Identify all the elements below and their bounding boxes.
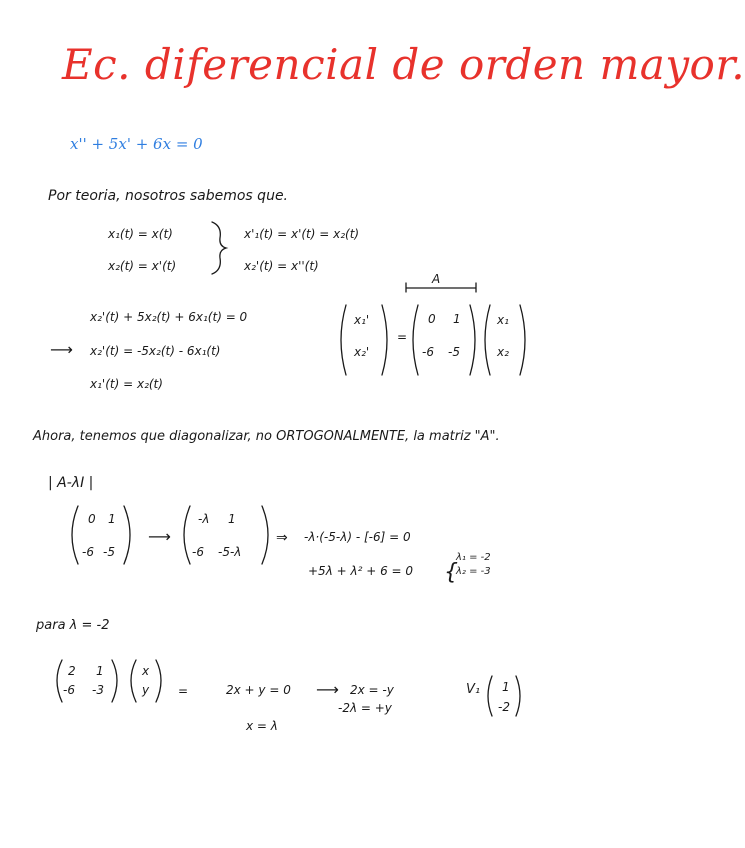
m2-paren-right bbox=[262, 506, 268, 564]
eig-eq-3: -2λ = +y bbox=[338, 701, 392, 715]
eig-m-entry: 2 bbox=[68, 664, 76, 678]
sub-left-2: x₂(t) = x'(t) bbox=[108, 259, 177, 273]
eig-m-entry: 1 bbox=[96, 664, 104, 678]
eigenvector-label: V₁ bbox=[466, 682, 481, 697]
char-line-1: -λ·(-5-λ) - [-6] = 0 bbox=[304, 530, 411, 544]
equals-sign: = bbox=[397, 330, 408, 344]
char-m2-entry: -6 bbox=[192, 545, 204, 559]
eig-v-paren-right bbox=[156, 660, 161, 702]
m1-paren-left bbox=[72, 506, 78, 564]
root-2: λ₂ = -3 bbox=[456, 566, 491, 577]
char-m1-entry: 0 bbox=[88, 512, 96, 526]
a-paren-left bbox=[413, 305, 418, 375]
eig-v-paren-left bbox=[131, 660, 136, 702]
a-bracket bbox=[406, 283, 476, 292]
a-paren-right bbox=[470, 305, 475, 375]
char-arrow: ⟶ bbox=[148, 527, 171, 546]
determinant-label: | A-λI | bbox=[48, 475, 94, 491]
lhs-paren-right bbox=[382, 305, 387, 375]
substitution-brace bbox=[212, 222, 226, 274]
char-m1-entry: -6 bbox=[82, 545, 94, 559]
matrix-a-label: A bbox=[432, 272, 441, 286]
diagonalize-text: Ahora, tenemos que diagonalizar, no ORTOGONALMENTE, la matriz "A". bbox=[33, 429, 500, 444]
page-title: Ec. diferencial de orden mayor. bbox=[62, 40, 745, 89]
char-m2-entry: -5-λ bbox=[218, 545, 242, 559]
implies-arrow: ⟶ bbox=[50, 340, 73, 359]
system-line-2: x₂'(t) = -5x₂(t) - 6x₁(t) bbox=[90, 344, 221, 358]
para-label: para λ = -2 bbox=[36, 618, 110, 633]
char-line-2: +5λ + λ² + 6 = 0 bbox=[308, 564, 414, 578]
eig-v-entry: y bbox=[142, 683, 150, 697]
m2-paren-left bbox=[184, 506, 190, 564]
lhs-entry: x₂' bbox=[354, 345, 370, 359]
rhs-entry: x₂ bbox=[497, 345, 509, 359]
m1-paren-right bbox=[124, 506, 130, 564]
eig-m-entry: -6 bbox=[63, 683, 75, 697]
matrix-a-entry: -6 bbox=[422, 345, 434, 359]
eig-arrow: ⟶ bbox=[316, 680, 339, 699]
eig-eq-4: x = λ bbox=[246, 719, 278, 733]
char-m1-entry: -5 bbox=[103, 545, 115, 559]
eigenvector-entry: 1 bbox=[502, 680, 510, 694]
eig-m-paren-right bbox=[112, 660, 117, 702]
char-m1-entry: 1 bbox=[108, 512, 116, 526]
rhs-paren-right bbox=[520, 305, 525, 375]
eig-m-paren-left bbox=[57, 660, 62, 702]
sub-right-2: x₂'(t) = x''(t) bbox=[244, 259, 319, 273]
matrix-a-entry: -5 bbox=[448, 345, 460, 359]
system-line-1: x₂'(t) + 5x₂(t) + 6x₁(t) = 0 bbox=[90, 310, 248, 324]
eigenvector-entry: -2 bbox=[498, 700, 510, 714]
eig-m-entry: -3 bbox=[92, 683, 104, 697]
root-1: λ₁ = -2 bbox=[456, 552, 491, 563]
vec-paren-right bbox=[516, 676, 520, 716]
intro-text: Por teoria, nosotros sabemos que. bbox=[48, 188, 289, 204]
rhs-entry: x₁ bbox=[497, 313, 509, 327]
sub-left-1: x₁(t) = x(t) bbox=[108, 227, 173, 241]
sub-right-1: x'₁(t) = x'(t) = x₂(t) bbox=[244, 227, 360, 241]
vec-paren-left bbox=[488, 676, 492, 716]
eig-eq-2: 2x = -y bbox=[350, 683, 394, 697]
eig-eq-1: 2x + y = 0 bbox=[226, 683, 291, 697]
eig-equals: = bbox=[178, 684, 189, 698]
matrix-a-entry: 0 bbox=[428, 312, 436, 326]
lhs-paren-left bbox=[341, 305, 346, 375]
char-implies: ⇒ bbox=[276, 530, 288, 546]
rhs-paren-left bbox=[485, 305, 490, 375]
eig-v-entry: x bbox=[142, 664, 150, 678]
system-line-3: x₁'(t) = x₂(t) bbox=[90, 377, 163, 391]
char-m2-entry: -λ bbox=[198, 512, 210, 526]
differential-equation: x'' + 5x' + 6x = 0 bbox=[70, 135, 203, 153]
lhs-entry: x₁' bbox=[354, 313, 370, 327]
matrix-a-entry: 1 bbox=[453, 312, 461, 326]
char-m2-entry: 1 bbox=[228, 512, 236, 526]
brace-mark: { bbox=[444, 560, 458, 585]
